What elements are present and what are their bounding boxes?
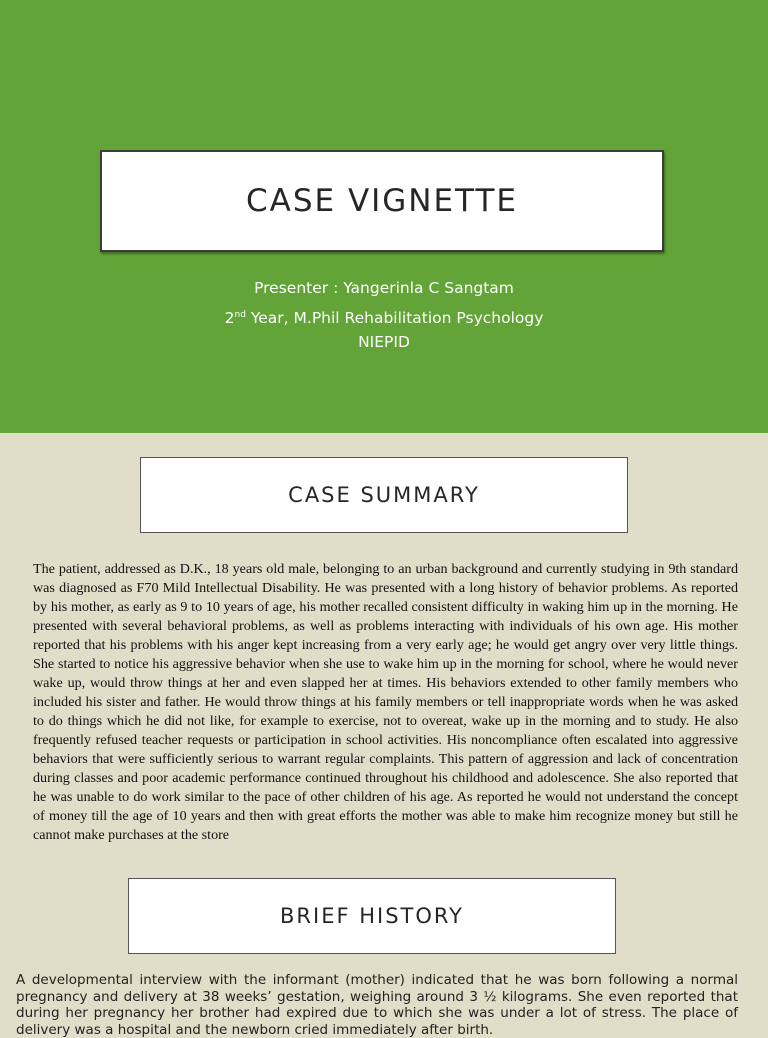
case-summary-heading: CASE SUMMARY <box>288 483 480 507</box>
brief-history-heading-box <box>128 878 616 954</box>
case-summary-text: The patient, addressed as D.K., 18 years old male, belonging to an urban background and currently studying in 9th standard was diagnosed as F70 Mild Intellectual Disability. He was presented with a long history of behavior problems. As reported by his mother, as early as 9 to 10 years of age, his mother recalled consistent difficulty in waking him up in the morning. He presented with several behavioral problems, as well as problems interacting with individuals of his own age. His mother reported that his problems with his anger kept increasing from a very early age; he would get angry over very little things. She started to notice his aggressive behavior when she use to wake him up in the morning for school, where he would never wake up, would throw things at her and even slapped her at times. His behaviors extended to other family members who included his sister and father. He would throw things at his family members or tell inappropriate words when he was asked to do things which he did not like, for example to exercise, not to overeat, wake up in the morning and to study. He also frequently refused teacher requests or participation in school activities. His noncompliance often escalated into aggressive behaviors that were sufficiently serious to warrant regular complaints. This pattern of aggression and lack of concentration during classes and poor academic performance continued throughout his childhood and adolescence. She also reported that he was unable to do work similar to the pace of other children of his age. As reported he would not understand the concept of money till the age of 10 years and then with great efforts the mother was able to make him recognize money but still he cannot make purchases at the store <box>33 561 738 843</box>
title-box <box>100 150 664 252</box>
year-suffix: nd <box>234 310 246 320</box>
case-summary-heading-box <box>140 457 628 533</box>
brief-history-heading: BRIEF HISTORY <box>280 904 464 928</box>
presenter-program <box>0 303 768 330</box>
presenter-block <box>0 276 768 357</box>
presenter-name: Presenter : Yangerinla C Sangtam <box>254 279 514 297</box>
year-number: 2 <box>224 309 235 327</box>
year-program-text: Year, M.Phil Rehabilitation Psychology <box>245 309 544 327</box>
brief-history-text: A developmental interview with the informant (mother) indicated that he was born following a normal pregnancy and delivery at 38 weeks’ gestation, weighing around 3 ½ kilograms. She even reported that during her pregnancy her brother had expired due to which she was under a lot of stress. The place of delivery was a hospital and the newborn cried immediately after birth. <box>16 972 738 1038</box>
slide-title: CASE VIGNETTE <box>245 183 519 219</box>
title-slide <box>0 0 768 433</box>
presenter-institute: NIEPID <box>358 333 410 351</box>
